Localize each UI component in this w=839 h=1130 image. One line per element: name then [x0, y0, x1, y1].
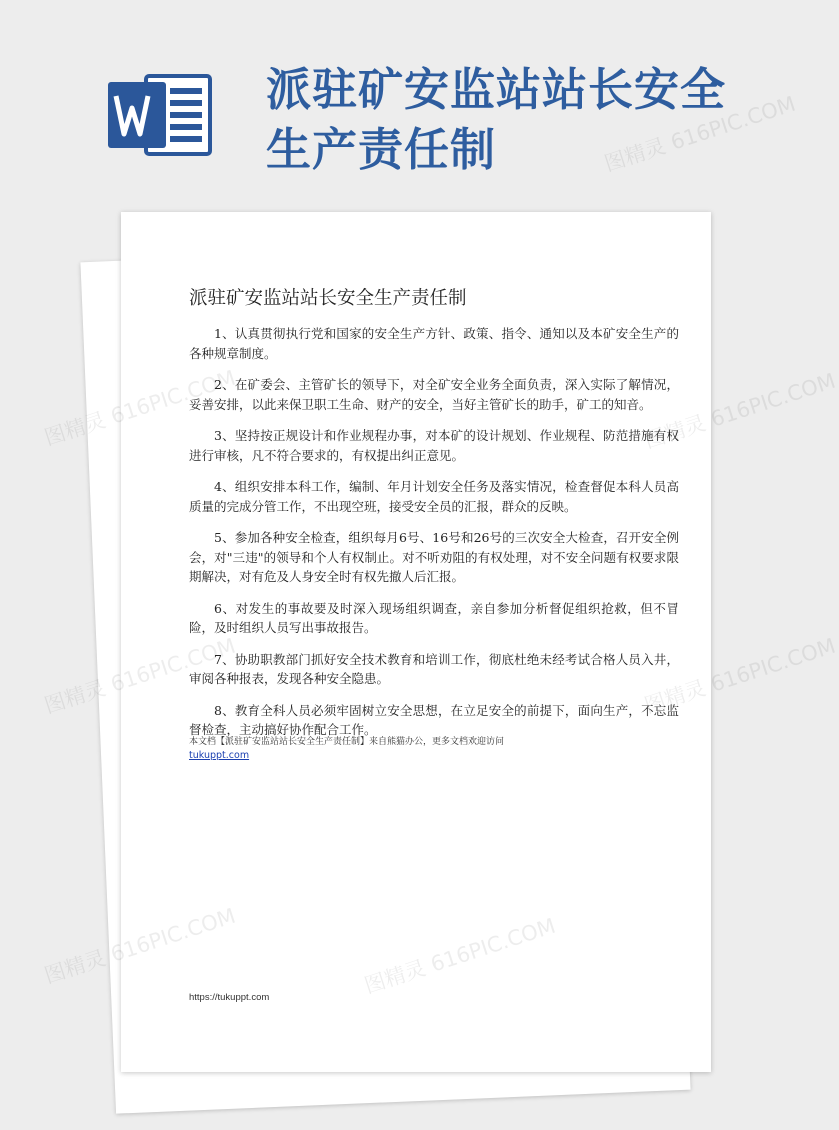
watermark: 图精灵 616PIC.COM [641, 633, 839, 719]
paragraph-3: 3、坚持按正规设计和作业规程办事，对本矿的设计规划、作业规程、防范措施有权进行审核，凡不符合要求的，有权提出纠正意见。 [189, 428, 679, 463]
watermark: 图精灵 [41, 407, 109, 451]
word-document-icon [108, 72, 212, 158]
document-page [121, 212, 711, 1072]
source-note-text: 本文档【派驻矿安监站站长安全生产责任制】来自熊猫办公，更多文档欢迎访问 [189, 737, 505, 747]
watermark: 图精灵 616PIC.COM [601, 91, 799, 177]
paragraph-2: 2、在矿委会、主管矿长的领导下，对全矿安全业务全面负责，深入实际了解情况，妥善安排，以此来保卫职工生命、财产的安全，当好主管矿长的助手，矿工的知音。 [189, 377, 679, 412]
document-title: 派驻矿安监站站长安全生产责任制 [189, 288, 467, 309]
footer-url: https://tukuppt.com [189, 992, 270, 1003]
paragraph-4: 4、组织安排本科工作，编制、年月计划安全任务及落实情况，检查督促本科人员高质量的完成分管工作，不出现空班，接受安全员的汇报，群众的反映。 [189, 479, 679, 514]
source-link[interactable]: tukuppt.com [189, 750, 250, 761]
paragraph-6: 6、对发生的事故要及时深入现场组织调查，亲自参加分析督促组织抢救，但不冒险，及时组织人员写出事故报告。 [189, 600, 679, 635]
page-header-title: 派驻矿安监站站长安全生产责任制 [266, 63, 727, 176]
source-note [189, 736, 679, 762]
document-body [189, 324, 679, 752]
paragraph-8: 8、教育全科人员必须牢固树立安全思想，在立足安全的前提下，面向生产，不忘监督检查，主动搞好协作配合工作。 [189, 702, 679, 737]
watermark: 图精灵 [41, 945, 109, 989]
paragraph-5: 5、参加各种安全检查，组织每月6号、16号和26号的三次安全大检查，召开安全例会，对"三违"的领导和个人有权制止。对不听劝阻的有权处理，对不安全问题有权要求限期解决，对有危及人身安全时有权先撤人后汇报。 [189, 530, 679, 584]
paragraph-7: 7、协助职教部门抓好安全技术教育和培训工作，彻底杜绝未经考试合格人员入井，审阅各种报表，发现各种安全隐患。 [189, 651, 679, 686]
watermark: 图精灵 616PIC.COM [641, 368, 839, 454]
watermark: 图精灵 [41, 675, 109, 719]
paragraph-1: 1、认真贯彻执行党和国家的安全生产方针、政策、指令、通知以及本矿安全生产的各种规章制度。 [189, 326, 679, 361]
